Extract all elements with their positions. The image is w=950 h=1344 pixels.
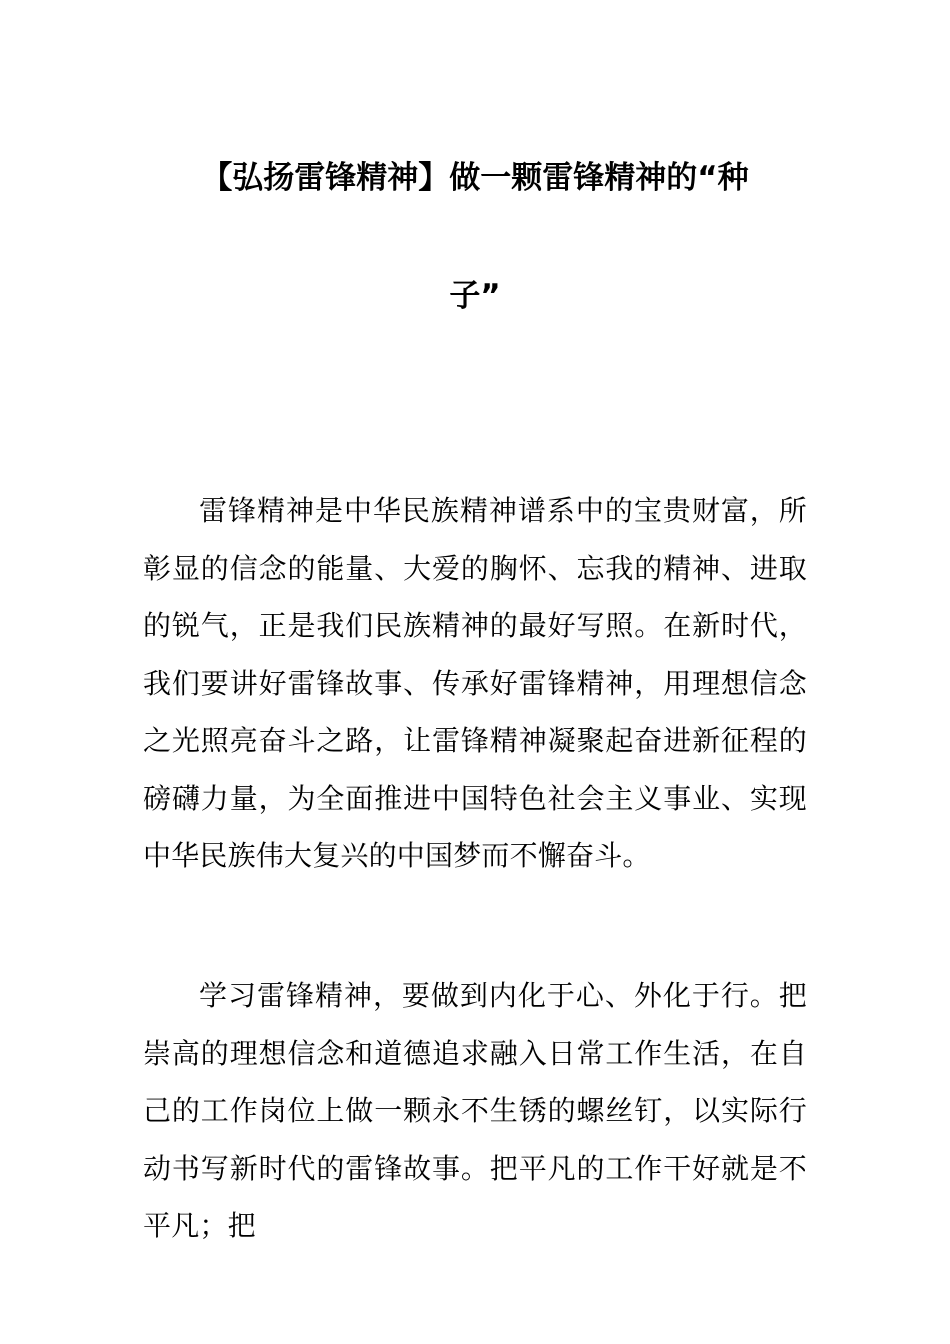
paragraph-2: 学习雷锋精神，要做到内化于心、外化于行。把崇高的理想信念和道德追求融入日常工作生活，在自己的工作岗位上做一颗永不生锈的螺丝钉，以实际行动书写新时代的雷锋故事。把平凡的工作干好就是不平凡；把 [143, 979, 807, 1242]
paragraph-1: 雷锋精神是中华民族精神谱系中的宝贵财富，所彰显的信念的能量、大爱的胸怀、忘我的精神、进取的锐气，正是我们民族精神的最好写照。在新时代，我们要讲好雷锋故事、传承好雷锋精神，用理想信念之光照亮奋斗之路，让雷锋精神凝聚起奋进新征程的磅礴力量，为全面推进中国特色社会主义事业、实现中华民族伟大复兴的中国梦而不懈奋斗。 [143, 494, 807, 872]
document-title-line-1: 【弘扬雷锋精神】做一颗雷锋精神的“种 [201, 160, 749, 196]
document-title-line-2: 子” [449, 278, 501, 314]
